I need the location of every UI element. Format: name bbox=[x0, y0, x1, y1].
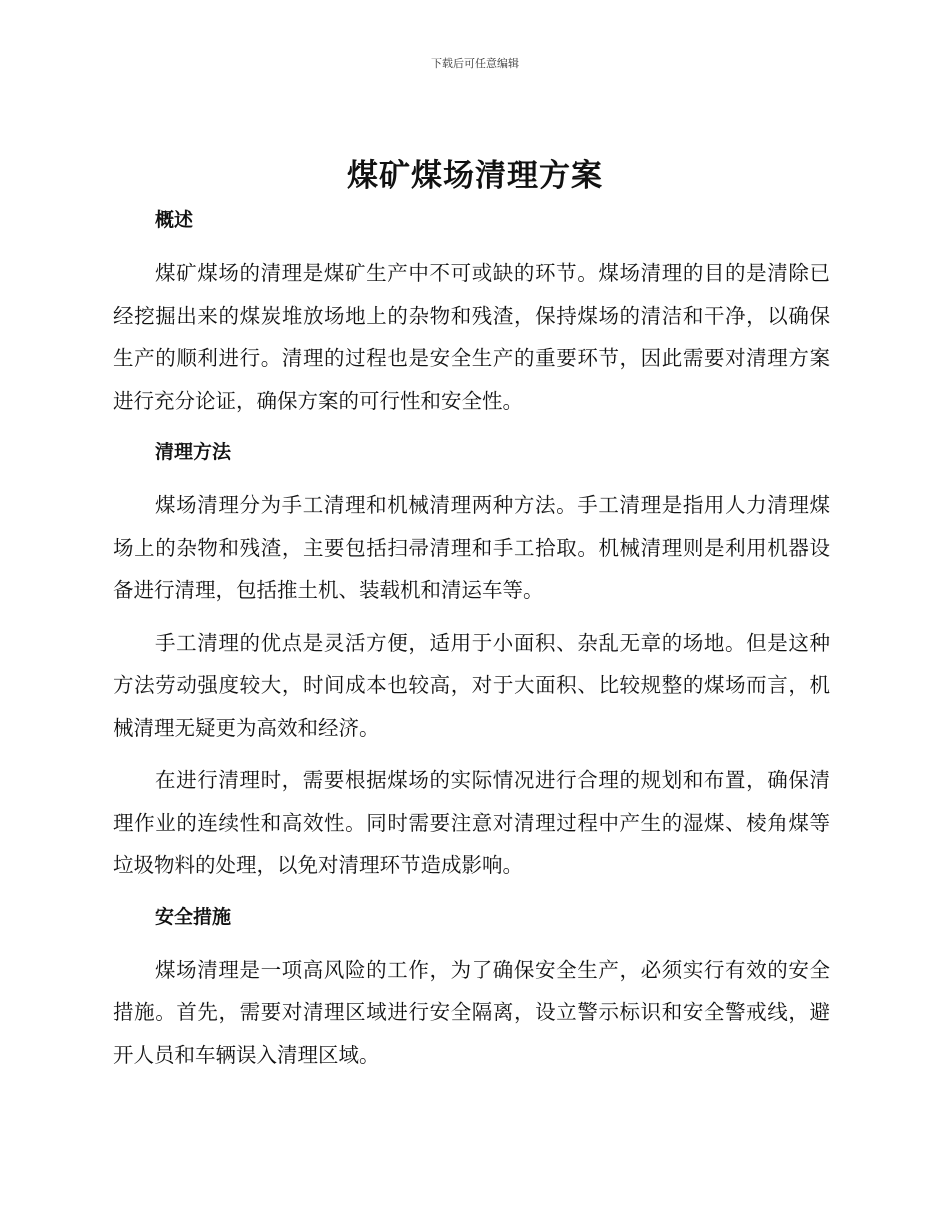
paragraph: 在进行清理时，需要根据煤场的实际情况进行合理的规划和布置，确保清理作业的连续性和高效性。同时需要注意对清理过程中产生的湿煤、棱角煤等垃圾物料的处理，以免对清理环节造成影响。 bbox=[113, 768, 830, 877]
document-body bbox=[113, 202, 830, 1076]
section-heading: 概述 bbox=[155, 209, 194, 231]
paragraph: 煤场清理分为手工清理和机械清理两种方法。手工清理是指用人力清理煤场上的杂物和残渣，主要包括扫帚清理和手工拾取。机械清理则是利用机器设备进行清理，包括推土机、装载机和清运车等。 bbox=[113, 493, 830, 602]
document-title: 煤矿煤场清理方案 bbox=[347, 158, 603, 194]
paragraph: 煤矿煤场的清理是煤矿生产中不可或缺的环节。煤场清理的目的是清除已经挖掘出来的煤炭堆放场地上的杂物和残渣，保持煤场的清洁和干净，以确保生产的顺利进行。清理的过程也是安全生产的重要环节，因此需要对清理方案进行充分论证，确保方案的可行性和安全性。 bbox=[113, 261, 830, 413]
section-heading: 安全措施 bbox=[155, 905, 232, 928]
paragraph: 手工清理的优点是灵活方便，适用于小面积、杂乱无章的场地。但是这种方法劳动强度较大，时间成本也较高，对于大面积、比较规整的煤场而言，机械清理无疑更为高效和经济。 bbox=[113, 630, 830, 740]
section-safety-measures bbox=[113, 899, 830, 1077]
section-cleaning-methods bbox=[113, 434, 830, 887]
section-heading: 清理方法 bbox=[155, 441, 232, 463]
section-overview bbox=[113, 202, 830, 422]
paragraph: 煤场清理是一项高风险的工作，为了确保安全生产，必须实行有效的安全措施。首先，需要对清理区域进行安全隔离，设立警示标识和安全警戒线，避开人员和车辆误入清理区域。 bbox=[113, 957, 830, 1067]
header-note: 下载后可任意编辑 bbox=[431, 57, 519, 70]
